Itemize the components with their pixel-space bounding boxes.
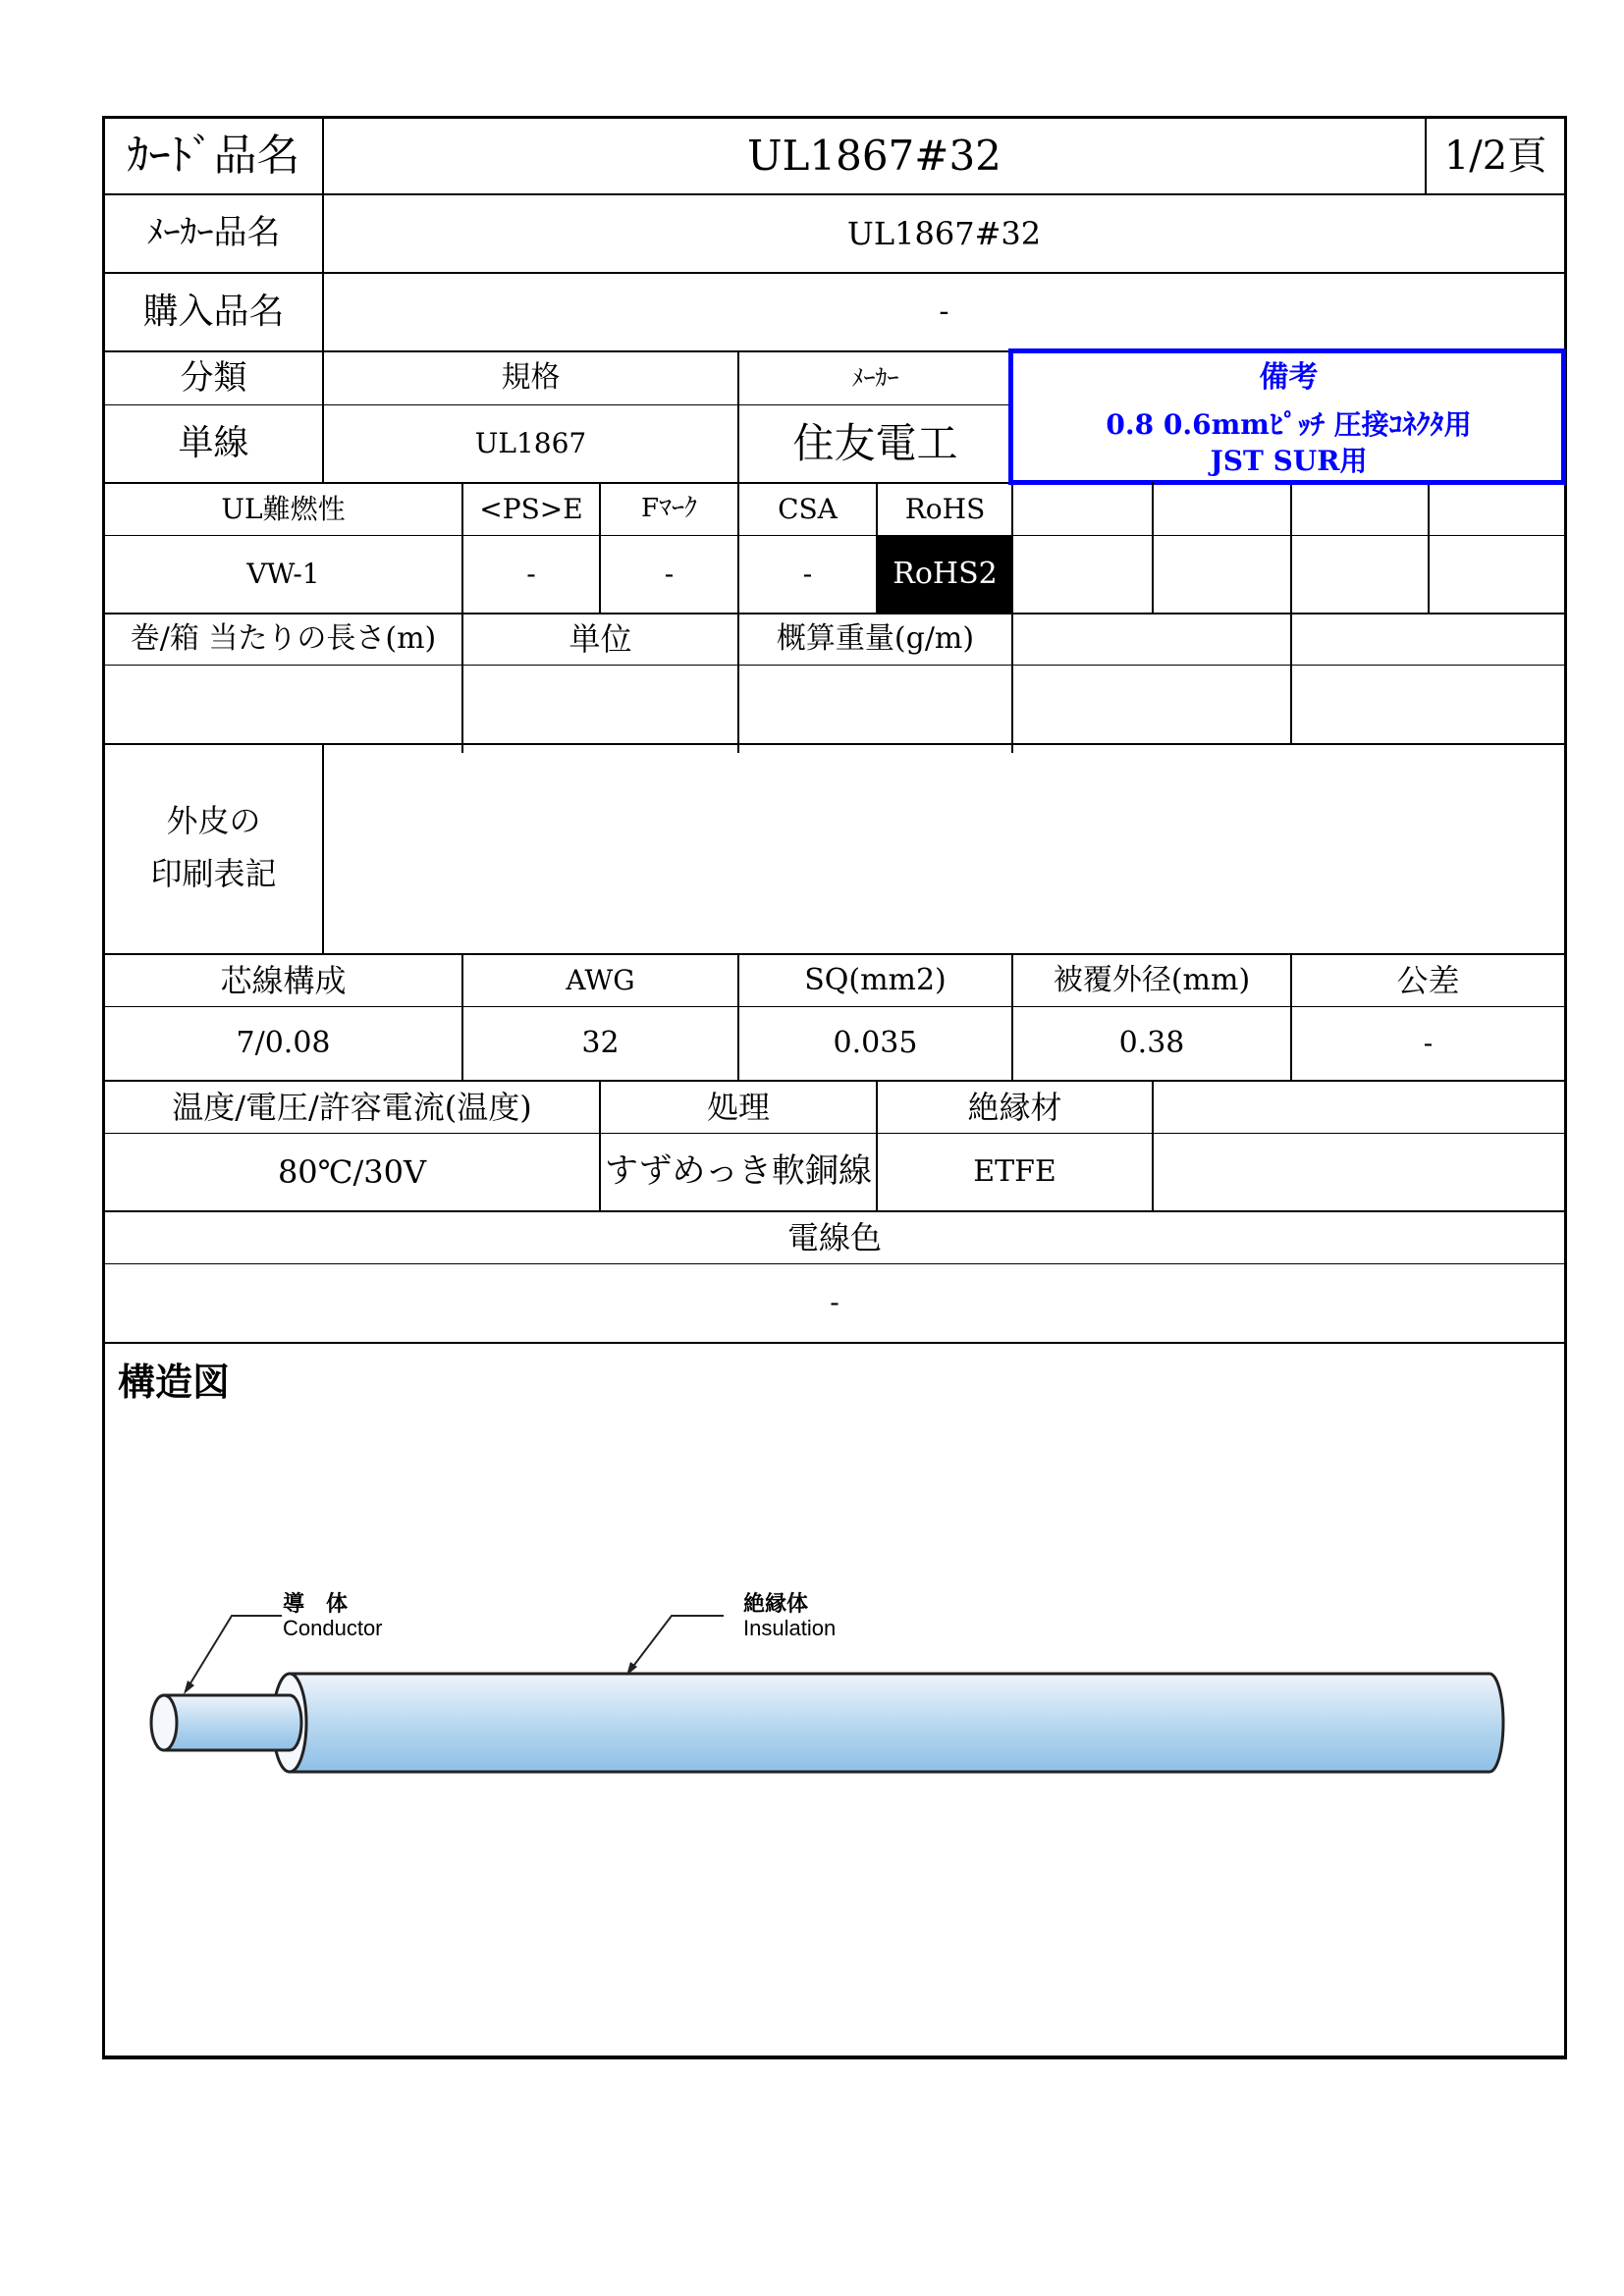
- remarks-line1: 0.8 0.6mmﾋﾟｯﾁ 圧接ｺﾈｸﾀ用: [1106, 407, 1472, 441]
- purchase-name-label: 購入品名: [142, 292, 285, 333]
- wire-color-label: 電線色: [786, 1218, 882, 1256]
- row-line: [102, 1342, 1567, 1344]
- row-line: [102, 665, 1567, 666]
- cert-value-pse: -: [526, 557, 536, 590]
- rating-header-temp-voltage: 温度/電圧/許容電流(温度): [172, 1088, 532, 1126]
- col-line: [1152, 1080, 1154, 1211]
- col-line: [322, 743, 324, 955]
- cert-value-ul: VW-1: [246, 557, 320, 590]
- conductor-body: [164, 1695, 301, 1750]
- cert-value-csa: -: [802, 557, 813, 590]
- approx-weight-label: 概算重量(g/m): [776, 621, 975, 657]
- rating-value-insulation: ETFE: [973, 1153, 1056, 1189]
- conductor-leader: [189, 1616, 282, 1686]
- core-value-outer-dia: 0.38: [1118, 1025, 1185, 1060]
- cert-header-pse: <PS>E: [479, 492, 583, 525]
- insulation-body: [290, 1674, 1503, 1772]
- wire-color-value: -: [830, 1286, 839, 1319]
- page-number: 1/2頁: [1443, 133, 1547, 179]
- card-name-value: UL1867#32: [747, 131, 1001, 180]
- maker-name-label: ﾒｰｶｰ品名: [146, 213, 281, 253]
- core-header-tolerance: 公差: [1396, 961, 1460, 999]
- col-line: [876, 482, 878, 614]
- core-header-awg: AWG: [566, 963, 635, 996]
- col-line: [1290, 482, 1292, 743]
- maker-name-value: UL1867#32: [846, 214, 1042, 252]
- rating-value-temp-voltage: 80℃/30V: [277, 1152, 427, 1191]
- print-label-line2: 印刷表記: [150, 854, 277, 892]
- category-label: 分類: [180, 357, 247, 398]
- insulation-label-jp: 絶縁体: [743, 1591, 809, 1617]
- cert-value-rohs: RoHS2: [878, 536, 1012, 613]
- insulation-leader: [631, 1616, 724, 1669]
- col-line: [1152, 482, 1154, 614]
- card-name-label: ｶｰﾄﾞ品名: [127, 130, 300, 181]
- border-bottom: [102, 2056, 1567, 2059]
- core-value-sq: 0.035: [833, 1025, 918, 1060]
- conductor-label-jp: 導 体: [283, 1591, 349, 1617]
- length-per-reel-label: 巻/箱 当たりの長さ(m): [130, 621, 437, 657]
- category-value: 単線: [178, 423, 249, 464]
- rating-value-treatment: すずめっき軟銅線: [605, 1151, 872, 1192]
- cert-header-csa: CSA: [778, 492, 838, 525]
- unit-label: 単位: [568, 620, 632, 659]
- print-label-line1: 外皮の: [166, 801, 261, 839]
- remarks-label: 備考: [1259, 360, 1319, 396]
- core-value-awg: 32: [581, 1025, 620, 1060]
- conductor-end: [151, 1695, 177, 1750]
- rating-header-insulation: 絶縁材: [967, 1088, 1062, 1126]
- cert-header-fmark: Fﾏｰｸ: [640, 494, 698, 524]
- conductor-arrowhead: [184, 1681, 194, 1694]
- remarks-highlight-box: [1008, 348, 1566, 485]
- purchase-name-value: -: [939, 294, 949, 329]
- structure-title: 構造図: [118, 1360, 231, 1405]
- core-value-tolerance: -: [1423, 1026, 1434, 1059]
- remarks-line2: JST SUR用: [1210, 444, 1368, 477]
- cert-header-rohs: RoHS: [904, 492, 986, 525]
- core-header-outer-dia: 被覆外径(mm): [1053, 962, 1251, 997]
- standard-value: UL1867: [474, 426, 587, 459]
- core-value-strand: 7/0.08: [236, 1025, 331, 1060]
- rating-header-treatment: 処理: [706, 1088, 770, 1126]
- maker-label: ﾒｰｶｰ: [851, 363, 899, 392]
- maker-value: 住友電工: [792, 418, 958, 467]
- cert-value-fmark: -: [664, 557, 675, 590]
- insulation-label-en: Insulation: [743, 1616, 837, 1641]
- cert-header-ul: UL難燃性: [221, 492, 346, 525]
- col-line: [1428, 482, 1430, 614]
- core-header-strand: 芯線構成: [220, 961, 347, 999]
- conductor-label-en: Conductor: [283, 1616, 383, 1641]
- standard-label: 規格: [501, 360, 561, 396]
- core-header-sq: SQ(mm2): [804, 962, 947, 997]
